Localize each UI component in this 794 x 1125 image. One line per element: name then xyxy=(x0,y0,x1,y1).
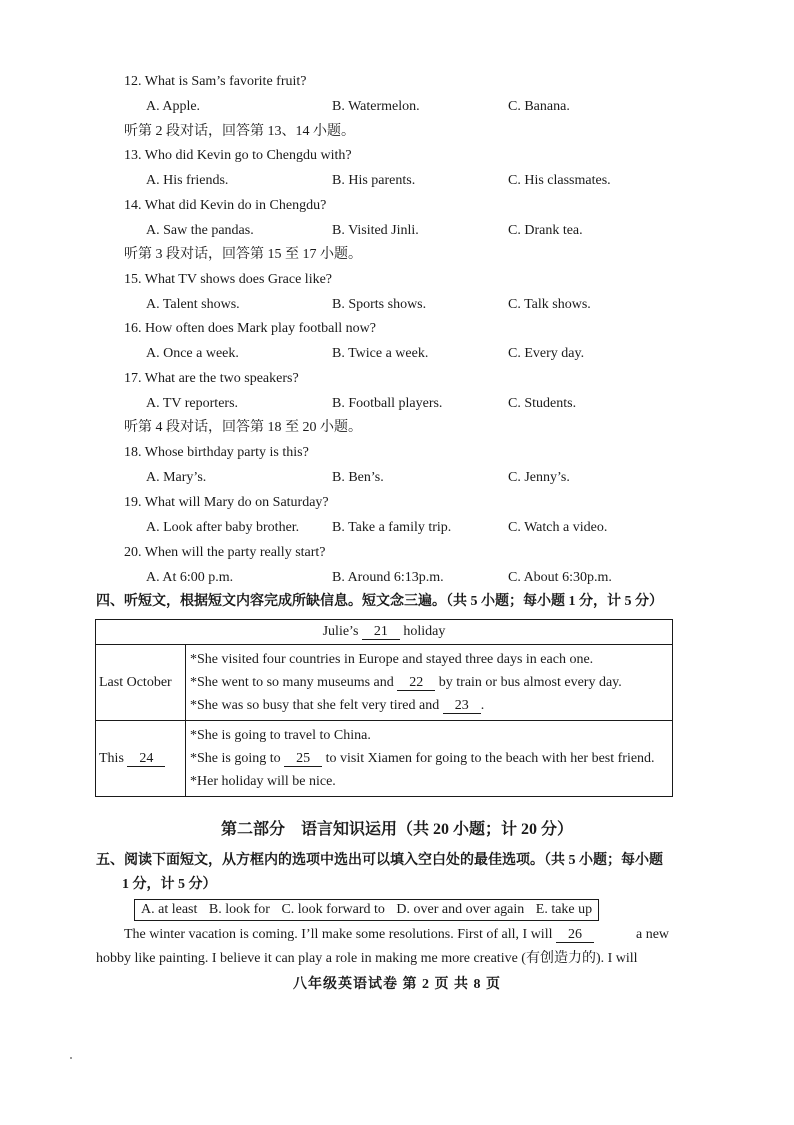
option-a: A. Saw the pandas. xyxy=(146,223,254,238)
row-line: *She is going to travel to China. xyxy=(190,728,371,743)
option-c: C. About 6:30p.m. xyxy=(508,570,612,585)
option-c: C. His classmates. xyxy=(508,173,611,188)
row-text: *She is going to xyxy=(190,751,281,766)
option-b: B. Around 6:13p.m. xyxy=(332,570,444,585)
option-b: B. Sports shows. xyxy=(332,297,427,312)
answer-blank: 23 xyxy=(443,698,481,714)
answer-blank: 25 xyxy=(284,751,322,767)
option-b: B. Visited Jinli. xyxy=(332,223,419,238)
row-text: by train or bus almost every day. xyxy=(438,675,622,690)
passage-line xyxy=(124,926,594,944)
row-line: *Her holiday will be nice. xyxy=(190,774,336,789)
option-a: A. Look after baby brother. xyxy=(146,520,300,535)
option-c: C. Watch a video. xyxy=(508,520,608,535)
question-stem: 13. Who did Kevin go to Chengdu with? xyxy=(124,148,352,163)
option-b: B. Ben’s. xyxy=(332,470,384,485)
table-title-suffix: holiday xyxy=(403,624,446,639)
answer-blank: 21 xyxy=(362,624,400,640)
row-label: Last October xyxy=(96,645,186,721)
choice-item: E. take up xyxy=(535,902,593,917)
row-text: to visit Xiamen for going to the beach with her best friend. xyxy=(325,751,655,766)
dialog-instruction: 听第 4 段对话，回答第 18 至 20 小题。 xyxy=(124,420,362,435)
page-footer: 八年级英语试卷 第 2 页 共 8 页 xyxy=(293,977,501,992)
row-line xyxy=(190,694,672,717)
option-c: C. Drank tea. xyxy=(508,223,583,238)
option-a: A. Apple. xyxy=(146,99,201,114)
option-c: C. Jenny’s. xyxy=(508,470,570,485)
table-title xyxy=(96,620,673,645)
option-c: C. Students. xyxy=(508,396,577,411)
option-c: C. Banana. xyxy=(508,99,570,114)
question-stem: 18. Whose birthday party is this? xyxy=(124,445,309,460)
row-line xyxy=(190,671,672,694)
question-stem: 20. When will the party really start? xyxy=(124,545,326,560)
option-a: A. At 6:00 p.m. xyxy=(146,570,234,585)
choice-item: A. at least xyxy=(141,902,198,917)
row-line: *She visited four countries in Europe and stayed three days in each one. xyxy=(190,652,594,667)
passage-line xyxy=(96,950,674,968)
section-heading: 五、阅读下面短文，从方框内的选项中选出可以填入空白处的最佳选项。（共 5 小题；每小题 xyxy=(96,853,663,868)
choice-box xyxy=(134,899,599,921)
question-stem: 19. What will Mary do on Saturday? xyxy=(124,495,329,510)
table-title-prefix: Julie’s xyxy=(322,624,359,639)
option-b: B. Take a family trip. xyxy=(332,520,452,535)
answer-blank: 24 xyxy=(127,751,165,767)
option-a: A. His friends. xyxy=(146,173,229,188)
row-body xyxy=(186,645,673,721)
info-table xyxy=(95,619,673,797)
option-a: A. Talent shows. xyxy=(146,297,240,312)
question-stem: 15. What TV shows does Grace like? xyxy=(124,272,333,287)
option-c: C. Talk shows. xyxy=(508,297,591,312)
row-label-text: This xyxy=(99,750,124,766)
passage-text: The winter vacation is coming. I’ll make some resolutions. First of all, I will xyxy=(124,927,553,942)
question-stem: 16. How often does Mark play football now? xyxy=(124,321,376,336)
row-text: . xyxy=(480,698,485,713)
option-a: A. Mary’s. xyxy=(146,470,207,485)
option-b: B. Watermelon. xyxy=(332,99,420,114)
row-body xyxy=(186,721,673,797)
choice-item: B. look for xyxy=(208,902,270,917)
option-c: C. Every day. xyxy=(508,346,585,361)
row-label xyxy=(96,721,186,797)
choice-item: C. look forward to xyxy=(281,902,385,917)
passage-word: a new xyxy=(636,927,670,942)
option-a: A. TV reporters. xyxy=(146,396,239,411)
option-b: B. Football players. xyxy=(332,396,443,411)
question-stem: 12. What is Sam’s favorite fruit? xyxy=(124,74,307,89)
answer-blank: 22 xyxy=(397,675,435,691)
section-heading: 四、听短文，根据短文内容完成所缺信息。短文念三遍。（共 5 小题；每小题 1 分，计 5 分） xyxy=(96,594,663,609)
part-name: 语言知识运用（共 20 小题；计 20 分） xyxy=(301,821,574,838)
question-stem: 14. What did Kevin do in Chengdu? xyxy=(124,198,327,213)
option-b: B. Twice a week. xyxy=(332,346,429,361)
row-line xyxy=(190,747,672,770)
question-stem: 17. What are the two speakers? xyxy=(124,371,299,386)
scan-speck xyxy=(70,1057,72,1059)
option-a: A. Once a week. xyxy=(146,346,239,361)
answer-blank: 26 xyxy=(556,927,594,943)
section-heading-cont: 1 分，计 5 分） xyxy=(122,877,217,892)
part-title xyxy=(0,816,794,839)
choice-item: D. over and over again xyxy=(396,902,525,917)
row-text: *She went to so many museums and xyxy=(190,675,394,690)
row-text: *She was so busy that she felt very tired and xyxy=(190,698,440,713)
part-number: 第二部分 xyxy=(220,821,285,838)
dialog-instruction: 听第 2 段对话，回答第 13、14 小题。 xyxy=(124,124,355,139)
option-b: B. His parents. xyxy=(332,173,416,188)
dialog-instruction: 听第 3 段对话，回答第 15 至 17 小题。 xyxy=(124,247,362,262)
passage-text: hobby like painting. I believe it can play a role in making me more creative (有创造力的). I will xyxy=(96,951,638,966)
